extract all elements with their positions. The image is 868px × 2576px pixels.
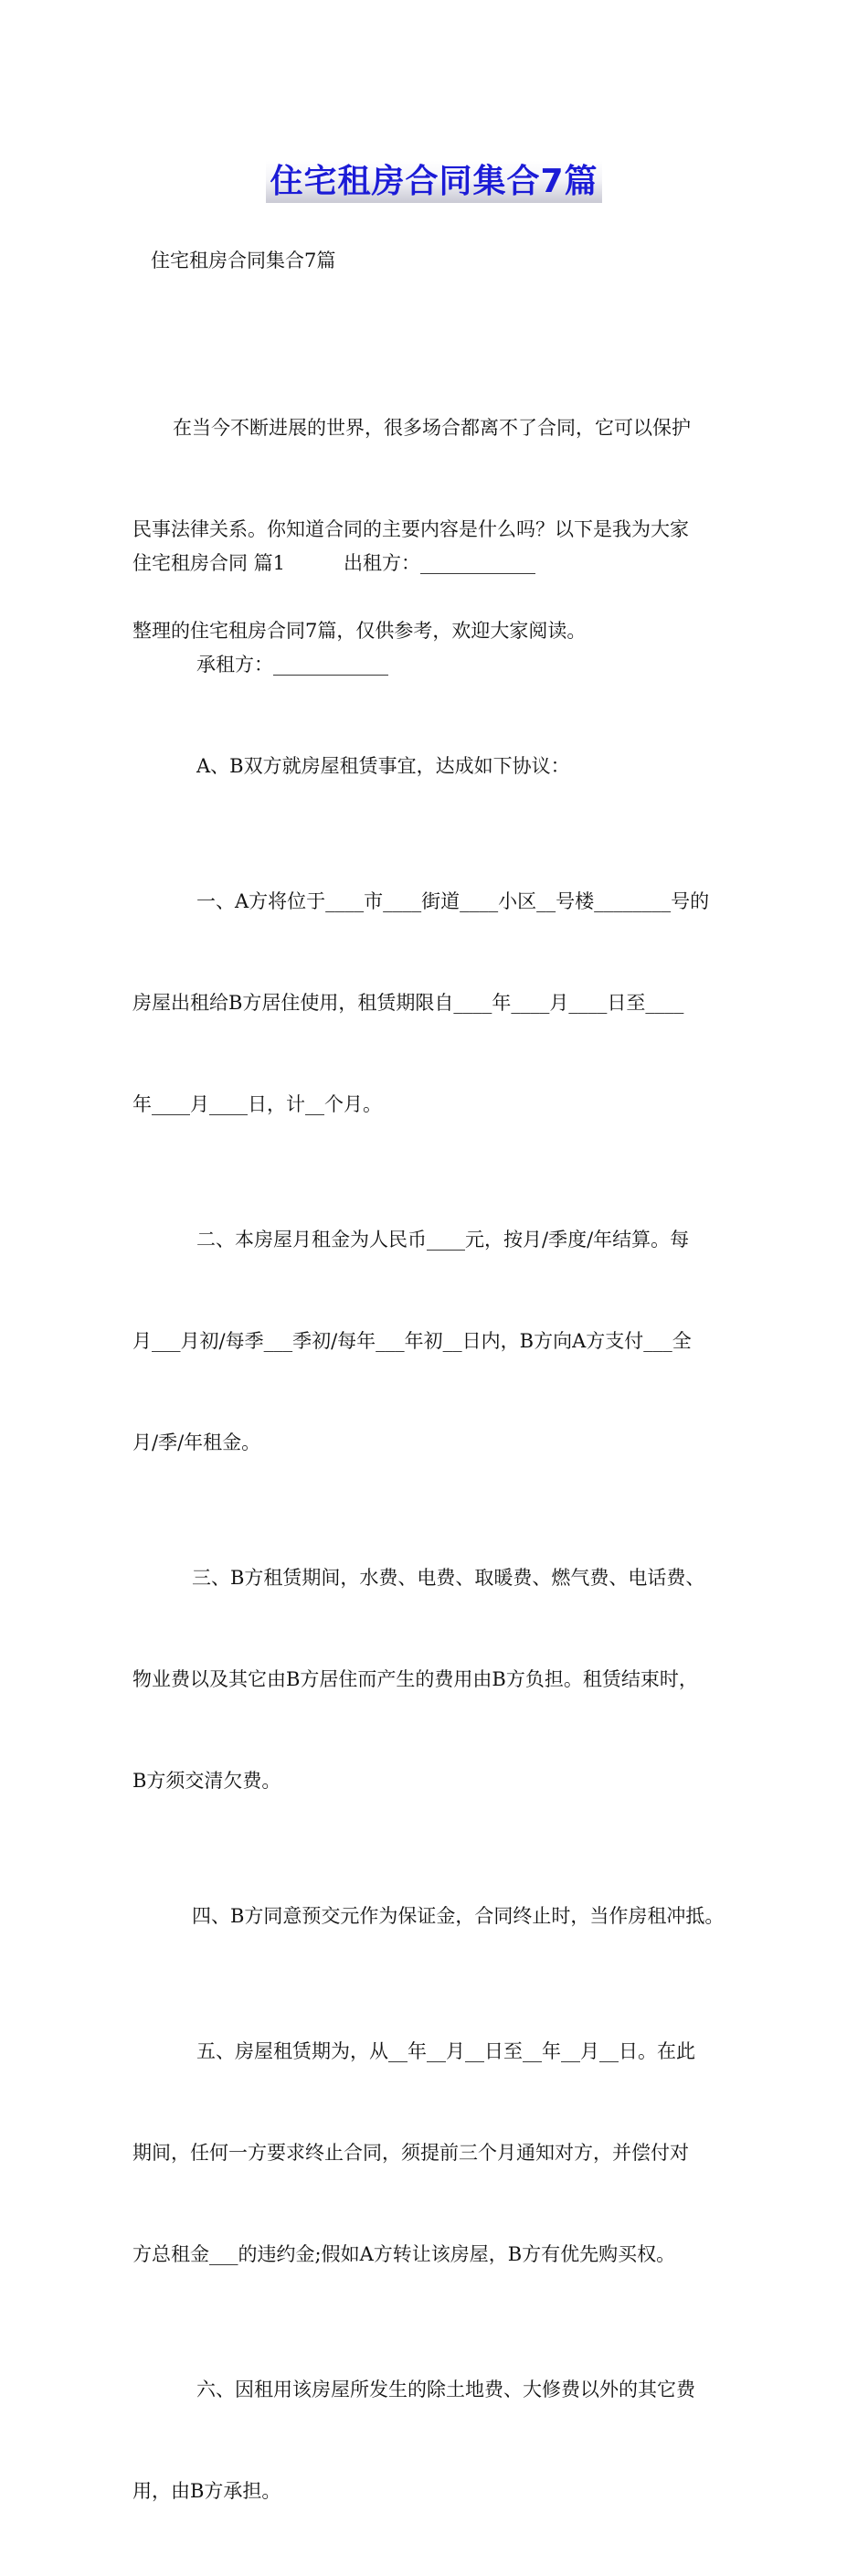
lessor-field: 出租方：____________ bbox=[344, 552, 536, 574]
agreement-intro: A、B双方就房屋租赁事宜，达成如下协议： bbox=[196, 755, 570, 777]
clause-1-line: 房屋出租给B方居住使用，租赁期限自____年____月____日至____ bbox=[132, 992, 684, 1014]
clause-3-line: 三、B方租赁期间，水费、电费、取暖费、燃气费、电话费、 bbox=[192, 1567, 705, 1589]
clause-3-line: 物业费以及其它由B方居住而产生的费用由B方负担。租赁结束时， bbox=[132, 1668, 698, 1690]
intro-line: 整理的住宅租房合同7篇，仅供参考，欢迎大家阅读。 bbox=[132, 620, 587, 642]
contract-section bbox=[132, 479, 745, 2576]
clause-2-line: 月___月初/每季___季初/每年___年初__日内，B方向A方支付___全 bbox=[132, 1330, 692, 1352]
intro-line: 在当今不断进展的世界，很多场合都离不了合同，它可以保护 bbox=[173, 417, 691, 439]
title-container bbox=[0, 161, 868, 203]
clause-2-line: 二、本房屋月租金为人民币____元，按月/季度/年结算。每 bbox=[196, 1229, 690, 1251]
clause-1-line: 年____月____日，计__个月。 bbox=[132, 1093, 382, 1115]
contract-heading-row bbox=[132, 547, 745, 580]
clause-3-line: B方须交清欠费。 bbox=[132, 1770, 281, 1792]
clause-4-line: 四、B方同意预交元作为保证金，合同终止时，当作房租冲抵。 bbox=[192, 1905, 725, 1927]
clause-6-line: 用，由B方承担。 bbox=[132, 2480, 281, 2502]
document-subtitle: 住宅租房合同集合7篇 bbox=[151, 250, 336, 271]
lessee-field: 承租方：____________ bbox=[196, 654, 388, 676]
clause-5-line: 五、房屋租赁期为，从__年__月__日至__年__月__日。在此 bbox=[196, 2040, 695, 2062]
clause-1-line: 一、A方将位于____市____街道____小区__号楼________号的 bbox=[196, 890, 710, 912]
clause-5-line: 方总租金___的违约金;假如A方转让该房屋，B方有优先购买权。 bbox=[132, 2243, 676, 2265]
clause-5-line: 期间，任何一方要求终止合同，须提前三个月通知对方，并偿付对 bbox=[132, 2142, 689, 2164]
intro-line: 民事法律关系。你知道合同的主要内容是什么吗？以下是我为大家 bbox=[132, 518, 689, 540]
clause-2-line: 月/季/年租金。 bbox=[132, 1432, 261, 1453]
document-title: 住宅租房合同集合7篇 bbox=[266, 161, 601, 203]
clause-6-line: 六、因租用该房屋所发生的除土地费、大修费以外的其它费 bbox=[196, 2379, 695, 2400]
contract-heading: 住宅租房合同 篇1 bbox=[132, 552, 286, 574]
